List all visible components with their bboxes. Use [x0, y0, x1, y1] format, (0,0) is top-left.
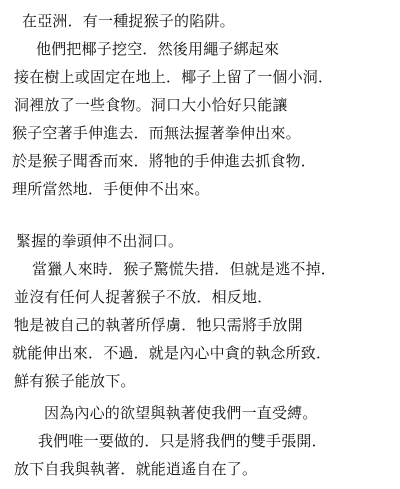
- text-line: 於是猴子聞香而來．將牠的手伸進去抓食物．: [12, 152, 317, 170]
- text-line: 鮮有猴子能放下。: [14, 372, 136, 390]
- text-line: 理所當然地．手便伸不出來。: [12, 180, 210, 198]
- text-line: 我們唯一要做的．只是將我們的雙手張開．: [38, 432, 327, 450]
- text-line: 當獵人來時．猴子驚慌失措．但就是逃不掉．: [32, 260, 337, 278]
- text-line: 在亞洲．有一種捉猴子的陷阱。: [22, 12, 235, 30]
- text-line: 緊握的拳頭伸不出洞口。: [16, 232, 184, 250]
- text-line: 牠是被自己的執著所俘虜．牠只需將手放開: [14, 316, 303, 334]
- text-line: 猴子空著手伸進去．而無法握著拳伸出來。: [12, 124, 301, 142]
- text-line: 因為內心的欲望與執著使我們一直受縛。: [44, 404, 318, 422]
- text-line: 洞裡放了一些食物。洞口大小恰好只能讓: [14, 96, 288, 114]
- text-line: 他們把椰子挖空．然後用繩子綁起來: [36, 40, 280, 58]
- text-line: 並沒有任何人捉著猴子不放．相反地．: [14, 288, 273, 306]
- text-line: 接在樹上或固定在地上．椰子上留了一個小洞．: [14, 68, 334, 86]
- text-line: 放下自我與執著．就能逍遙自在了。: [14, 460, 258, 478]
- text-line: 就能伸出來．不過．就是內心中貪的執念所致．: [12, 344, 332, 362]
